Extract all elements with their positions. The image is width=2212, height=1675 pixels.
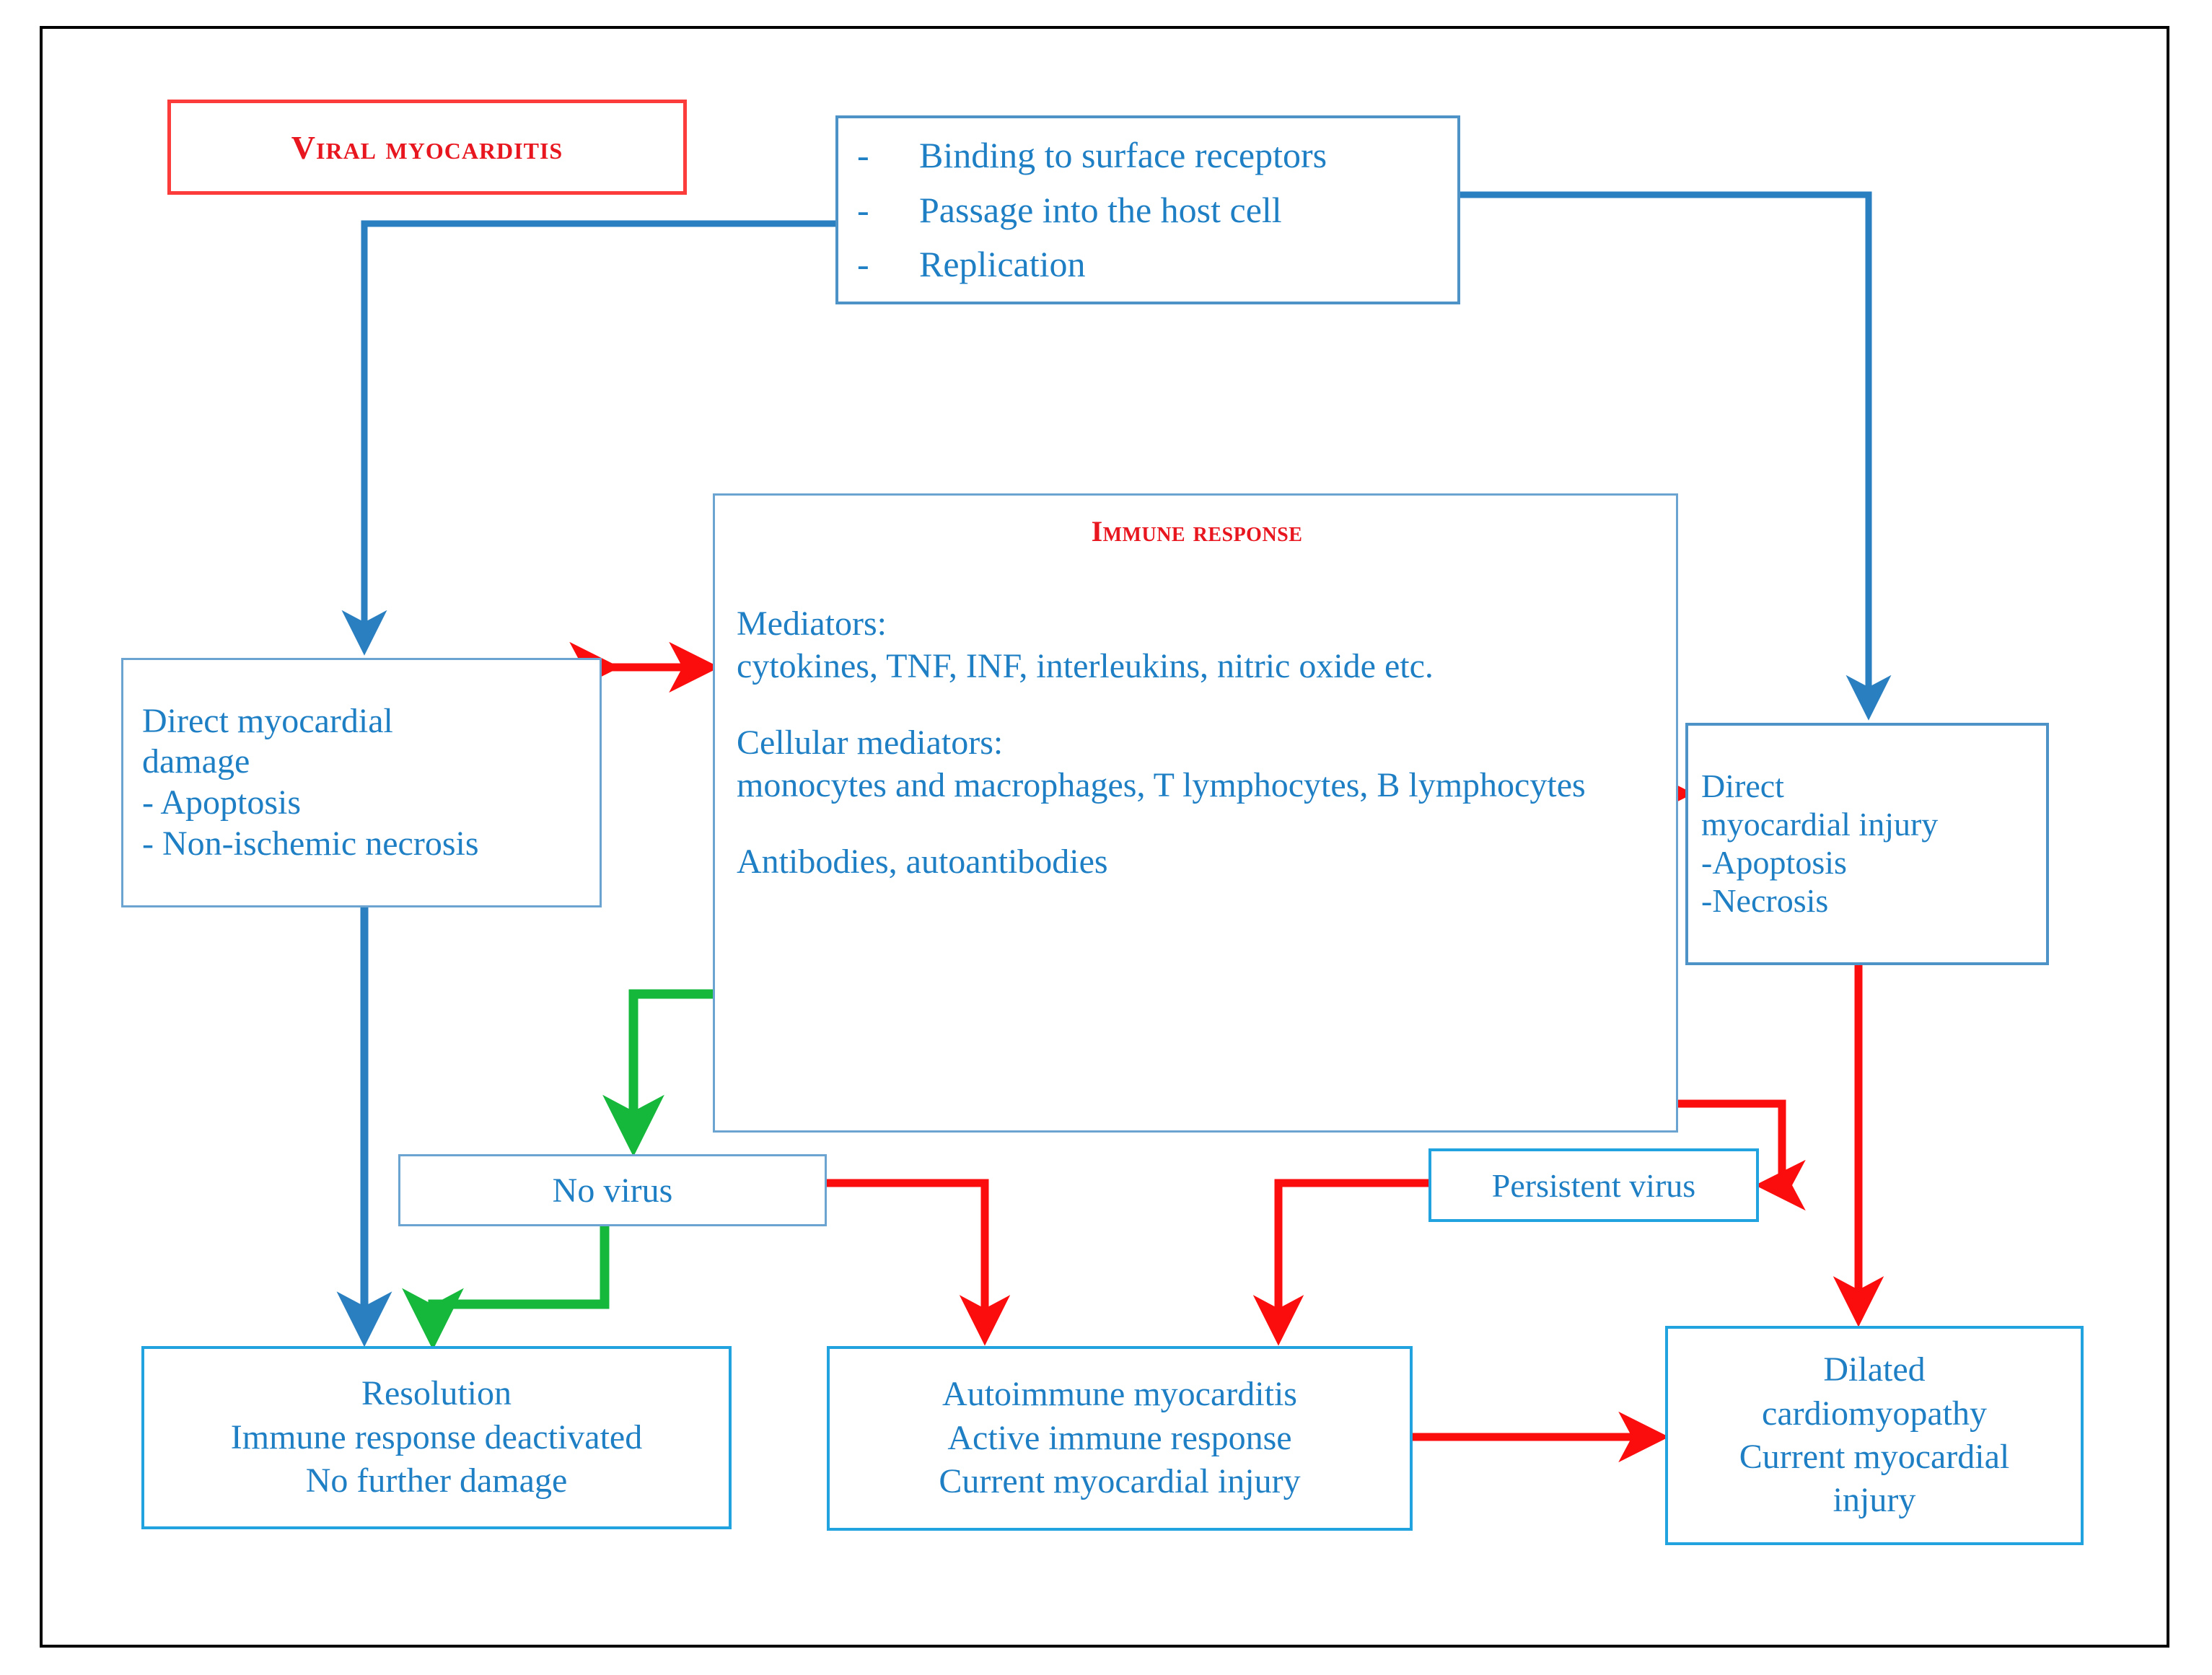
persistent-virus-label: Persistent virus [1491, 1166, 1696, 1204]
viral-myocarditis-box [167, 100, 687, 195]
no-virus-box [398, 1154, 827, 1226]
spacer [737, 806, 1657, 841]
dcm-line-3: Current myocardial [1739, 1438, 2010, 1476]
direct-myocardial-injury-box [1685, 723, 2049, 965]
entry-step-passage-label: Passage into the host cell [919, 189, 1282, 230]
autoimmune-line-3: Current myocardial injury [939, 1462, 1301, 1501]
mediators-label: Mediators: [737, 605, 887, 643]
entry-step-binding [857, 136, 1457, 175]
dcm-line-1: Dilated [1823, 1350, 1926, 1389]
dash-bullet-icon: - [857, 135, 869, 176]
direct-injury-line-3: -Apoptosis [1701, 844, 1847, 881]
mediators-list: cytokines, TNF, INF, interleukins, nitric oxide etc. [737, 646, 1434, 685]
viral-entry-steps-box [835, 115, 1460, 304]
antibodies-label: Antibodies, autoantibodies [737, 843, 1108, 882]
entry-step-passage [857, 191, 1457, 229]
direct-injury-line-4: -Necrosis [1701, 882, 1829, 919]
dash-bullet-icon: - [857, 244, 869, 285]
autoimmune-myocarditis-box [827, 1346, 1413, 1531]
direct-damage-line-2: damage [142, 742, 250, 781]
viral-myocarditis-label: Viral myocarditis [291, 128, 563, 166]
autoimmune-line-2: Active immune response [947, 1418, 1292, 1457]
dash-bullet-icon: - [857, 189, 869, 230]
no-virus-label: No virus [552, 1171, 673, 1210]
resolution-box [141, 1346, 732, 1529]
spacer [737, 687, 1657, 722]
direct-injury-line-1: Direct [1701, 768, 1784, 805]
direct-damage-line-3: - Apoptosis [142, 783, 302, 822]
dcm-line-4: injury [1833, 1481, 1916, 1520]
persistent-virus-box [1428, 1148, 1759, 1222]
cellular-mediators-label: Cellular mediators: [737, 724, 1004, 762]
resolution-line-1: Resolution [361, 1374, 512, 1413]
entry-step-replication-label: Replication [919, 244, 1086, 285]
dcm-line-2: cardiomyopathy [1762, 1394, 1987, 1433]
resolution-line-2: Immune response deactivated [230, 1417, 643, 1456]
immune-response-heading: Immune response [1091, 515, 1303, 548]
direct-myocardial-damage-box [121, 658, 602, 907]
direct-damage-line-4: - Non-ischemic necrosis [142, 824, 479, 863]
direct-damage-line-1: Direct myocardial [142, 701, 393, 740]
autoimmune-line-1: Autoimmune myocarditis [942, 1375, 1297, 1414]
entry-step-replication [857, 245, 1457, 283]
cellular-mediators-list: monocytes and macrophages, T lymphocytes, B lymphocytes [737, 765, 1586, 804]
immune-response-box [713, 493, 1678, 1133]
resolution-line-3: No further damage [305, 1461, 568, 1500]
direct-injury-line-2: myocardial injury [1701, 806, 1939, 843]
dilated-cardiomyopathy-box [1665, 1326, 2084, 1545]
entry-step-binding-label: Binding to surface receptors [919, 135, 1327, 176]
